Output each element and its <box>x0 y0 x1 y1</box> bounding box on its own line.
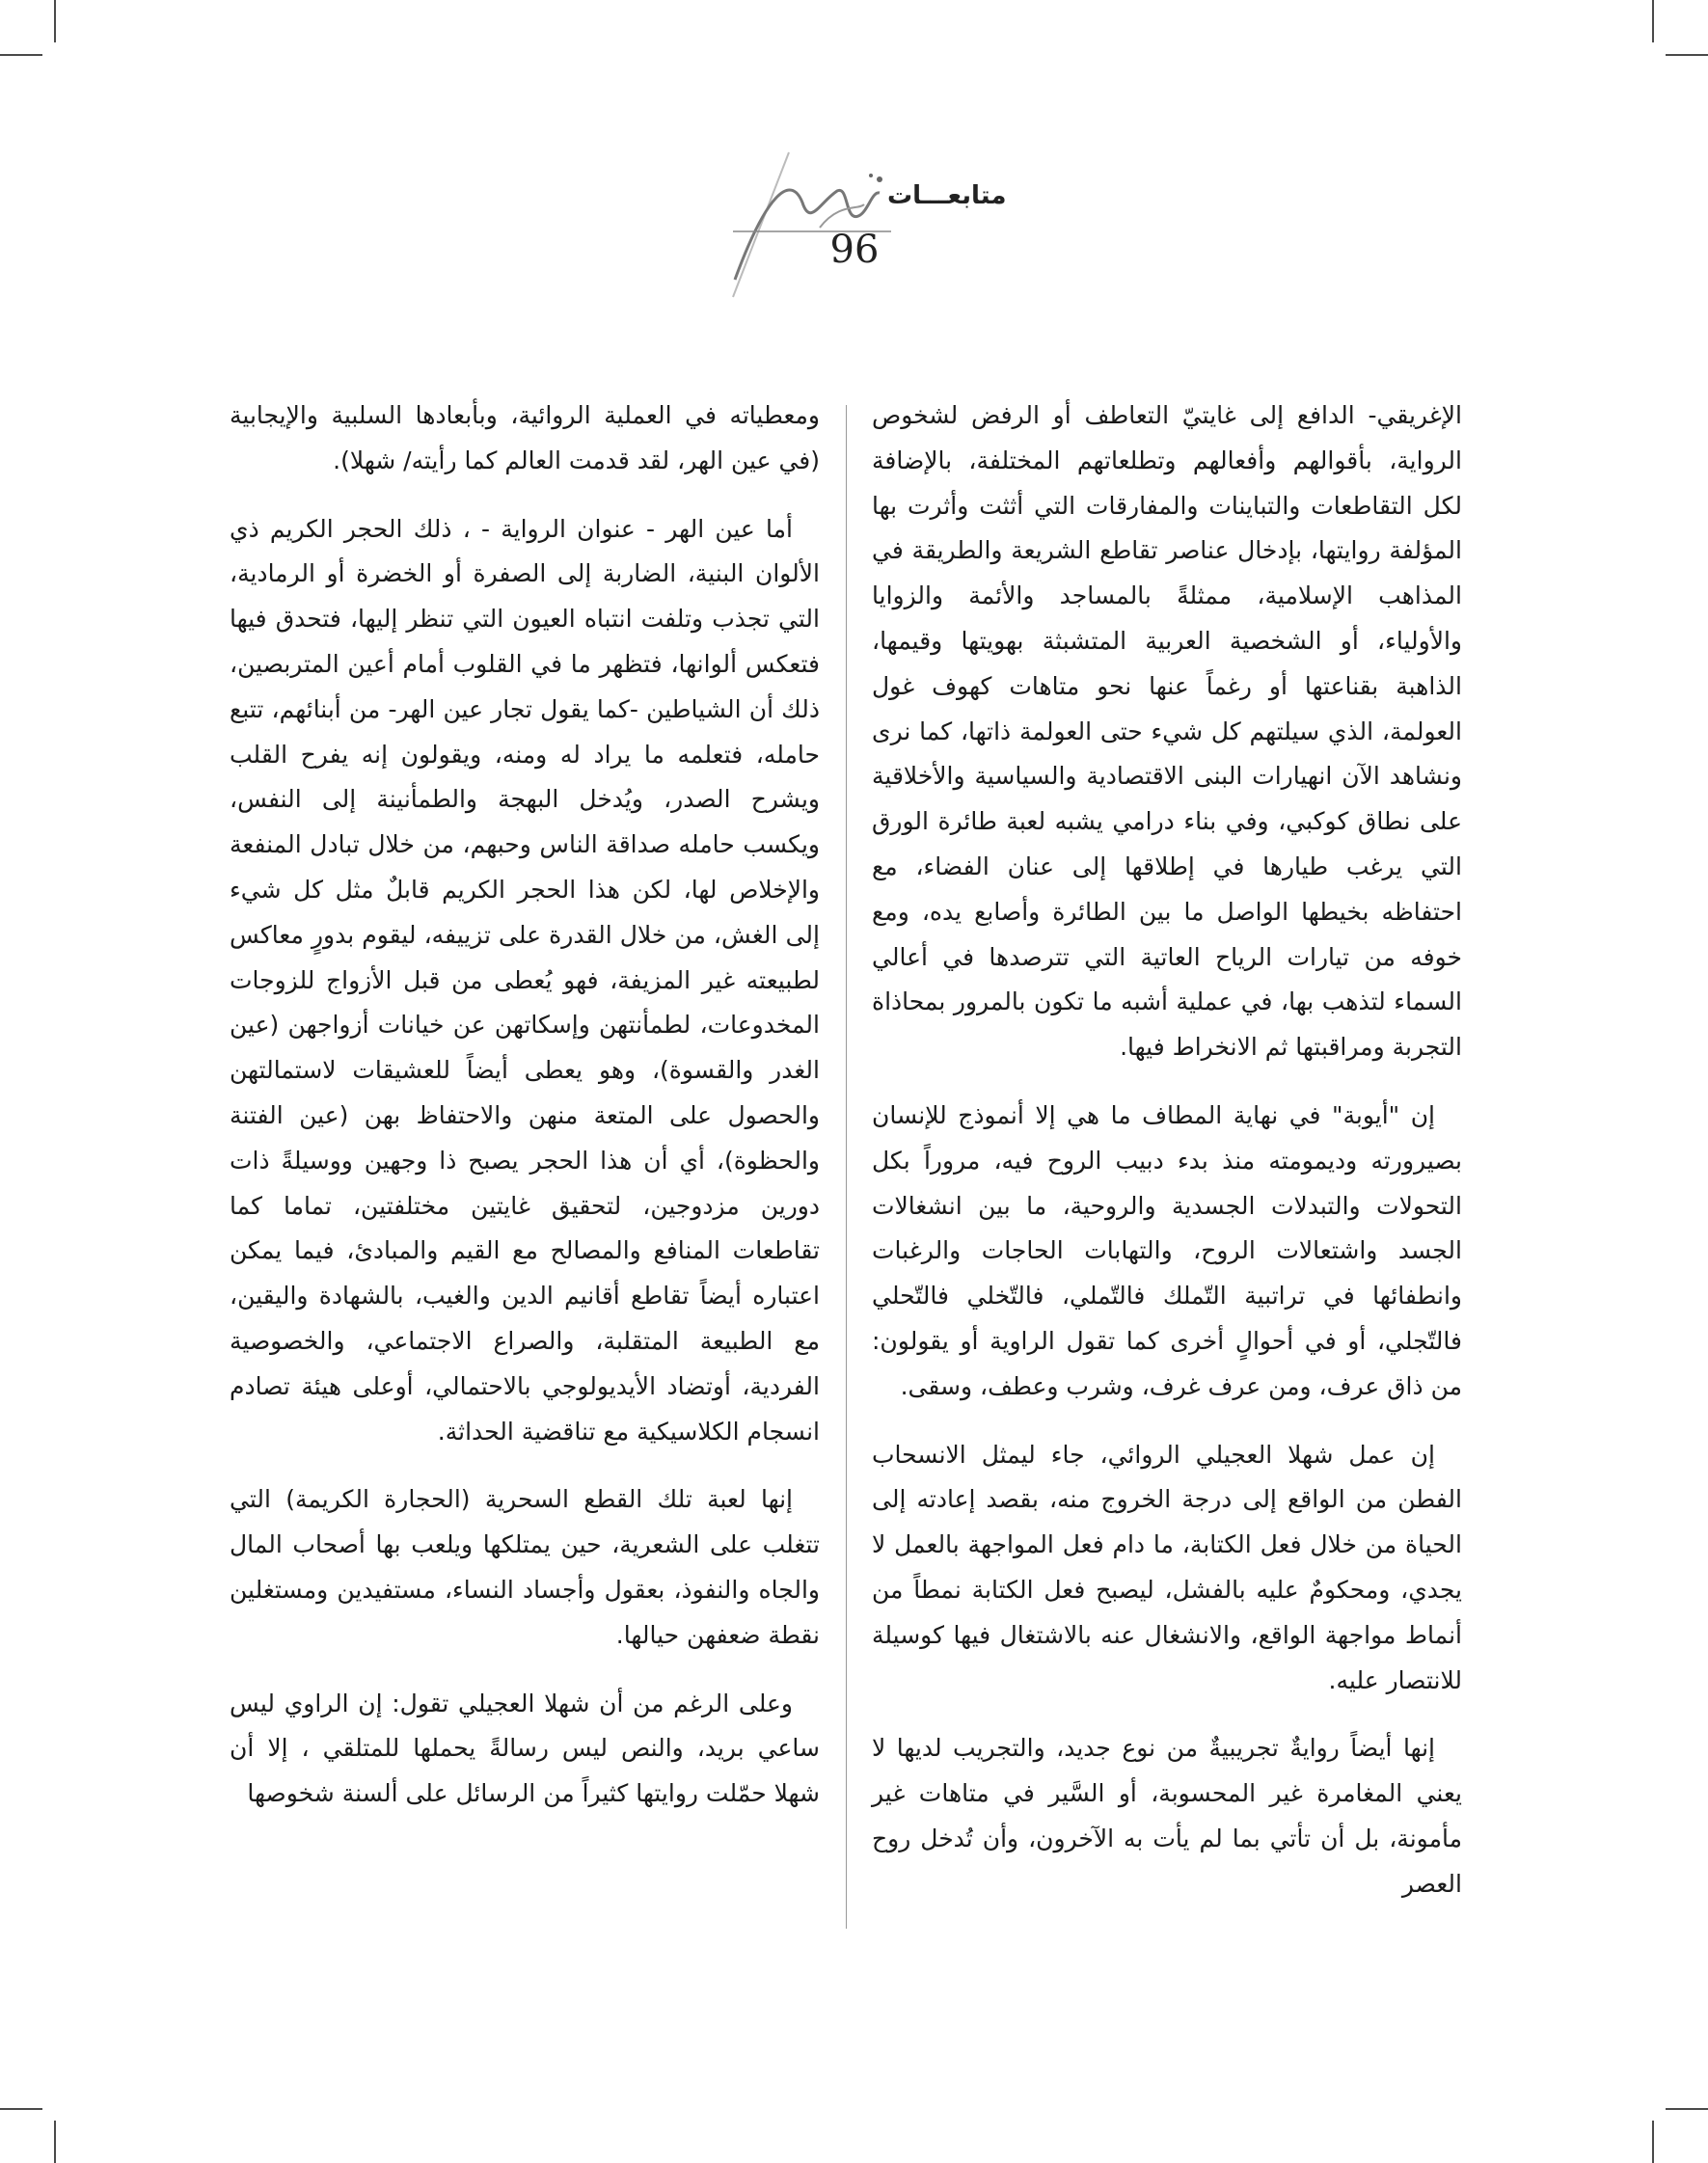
crop-mark <box>1652 0 1654 42</box>
crop-mark <box>0 54 42 56</box>
section-label: متابعـــات <box>887 181 1007 210</box>
paragraph: أما عين الهر - عنوان الرواية - ، ذلك الحجر الكريم ذي الألوان البنية، الضاربة إلى الصفرة أو الخضرة أو الرمادية، التي تجذب وتلفت انتباه العيون التي تنظر إليها، فتحدق فيها فتعكس ألوانها، فتظهر ما في القلوب أمام أعين المتربصين، ذلك أن الشياطين -كما يقول تجار عين الهر- من أبنائهم، تتبع حامله، فتعلمه ما يراد له ومنه، ويقولون إنه يفرح القلب ويشرح الصدر، ويُدخل البهجة والطمأنينة إلى النفس، ويكسب حامله صداقة الناس وحبهم، من خلال تبادل المنفعة والإخلاص لها، لكن هذا الحجر الكريم قابلٌ مثل كل شيء إلى الغش، من خلال القدرة على تزييفه، ليقوم بدورٍ معاكس لطبيعته غير المزيفة، فهو يُعطى من قبل الأزواج للزوجات المخدوعات، لطمأنتهن وإسكاتهن عن خيانات أزواجهن (عين الغدر والقسوة)، وهو يعطى أيضاً للعشيقات لاستمالتهن والحصول على المتعة منهن والاحتفاظ بهن (عين الفتنة والحظوة)، أي أن هذا الحجر يصبح ذا وجهين ووسيلةً ذات دورين مزدوجين، لتحقيق غايتين مختلفتين، تماما كما تقاطعات المنافع والمصالح مع القيم والمبادئ، فيما يمكن اعتباره أيضاً تقاطع أقانيم الدين والغيب، بالشهادة واليقين، مع الطبيعة المتقلبة، والصراع الاجتماعي، والخصوصية الفردية، أوتضاد الأيديولوجي بالاحتمالي، أوعلى هيئة تصادم انسجام الكلاسيكية مع تناقضية الحداثة. <box>230 514 820 1446</box>
crop-mark <box>54 0 56 42</box>
crop-mark <box>0 2108 42 2110</box>
page-number: 96 <box>829 228 880 272</box>
paragraph: وعلى الرغم من أن شهلا العجيلي تقول: إن الراوي ليس ساعي بريد، والنص ليس رسالةً يحملها للمتلقي ، إلا أن شهلا حمّلت روايتها كثيراً من الرسائل على ألسنة شخوصها <box>230 1689 820 1808</box>
paragraph: إنها أيضاً روايةٌ تجريبيةٌ من نوع جديد، والتجريب لديها لا يعني المغامرة غير المحسوبة، أو السَّير في متاهات غير مأمونة، بل أن تأتي بما لم يأت به الآخرون، وأن تُدخل روح العصر <box>872 1734 1462 1898</box>
paragraph: الإغريقي- الدافع إلى غايتيّ التعاطف أو الرفض لشخوص الرواية، بأقوالهم وأفعالهم وتطلعاتهم المختلفة، بالإضافة لكل التقاطعات والتباينات والمفارقات التي أثثت وأثرت بها المؤلفة روايتها، بإدخال عناصر تقاطع الشريعة والطريقة في المذاهب الإسلامية، ممثلةً بالمساجد والأئمة والزوايا والأولياء، أو الشخصية العربية المتشبثة بهويتها وقيمها، الذاهبة بقناعتها أو رغماً عنها نحو متاهات كهوف غول العولمة، الذي سيلتهم كل شيء حتى العولمة ذاتها، كما نرى ونشاهد الآن انهيارات البنى الاقتصادية والسياسية والأخلاقية على نطاق كوكبي، وفي بناء درامي يشبه لعبة طائرة الورق التي يرغب طيارها في إطلاقها إلى عنان الفضاء، مع احتفاظه بخيطها الواصل ما بين الطائرة وأصابع يده، ومع خوفه من تيارات الرياح العاتية التي تترصدها في أعالي السماء لتذهب بها، في عملية أشبه ما تكون بالمرور بمحاذاة التجربة ومراقبتها ثم الانخراط فيها. <box>872 401 1462 1062</box>
paragraph: إن "أيوبة" في نهاية المطاف ما هي إلا أنموذج للإنسان بصيرورته وديمومته منذ بدء دبيب الروح فيه، مروراً بكل التحولات والتبدلات الجسدية والروحية، ما بين انشغالات الجسد واشتعالات الروح، والتهابات الحاجات والرغبات وانطفائها في تراتبية التّملك فالتّملي، فالتّخلي فالتّحلي فالتّجلي، أو في أحوالٍ أخرى كما تقول الراوية أو يقولون: من ذاق عرف، ومن عرف غرف، وشرب وعطف، وسقى. <box>872 1100 1462 1400</box>
paragraph: إن عمل شهلا العجيلي الروائي، جاء ليمثل الانسحاب الفطن من الواقع إلى درجة الخروج منه، بقصد إعادته إلى الحياة من خلال فعل الكتابة، ما دام فعل المواجهة بالعمل لا يجدي، ومحكومٌ عليه بالفشل، ليصبح فعل الكتابة نمطاً من أنماط مواجهة الواقع، والانشغال عنه بالاشتغال فيها كوسيلة للانتصار عليه. <box>872 1440 1462 1694</box>
paragraph: ومعطياته في العملية الروائية، وبأبعادها السلبية والإيجابية (في عين الهر، لقد قدمت العالم كما رأيته/ شهلا). <box>230 401 820 474</box>
crop-mark <box>1666 2108 1708 2110</box>
column-divider <box>846 405 847 1929</box>
page-header <box>675 135 1080 299</box>
crop-mark <box>1666 54 1708 56</box>
journal-logo-icon <box>675 135 1080 299</box>
crop-mark <box>54 2121 56 2163</box>
text-column-right <box>872 393 1462 1931</box>
crop-mark <box>1652 2121 1654 2163</box>
text-column-left <box>230 393 820 1840</box>
paragraph: إنها لعبة تلك القطع السحرية (الحجارة الكريمة) التي تتغلب على الشعرية، حين يمتلكها ويلعب بها أصحاب المال والجاه والنفوذ، بعقول وأجساد النساء، مستفيدين ومستغلين نقطة ضعفهن حيالها. <box>230 1485 820 1649</box>
